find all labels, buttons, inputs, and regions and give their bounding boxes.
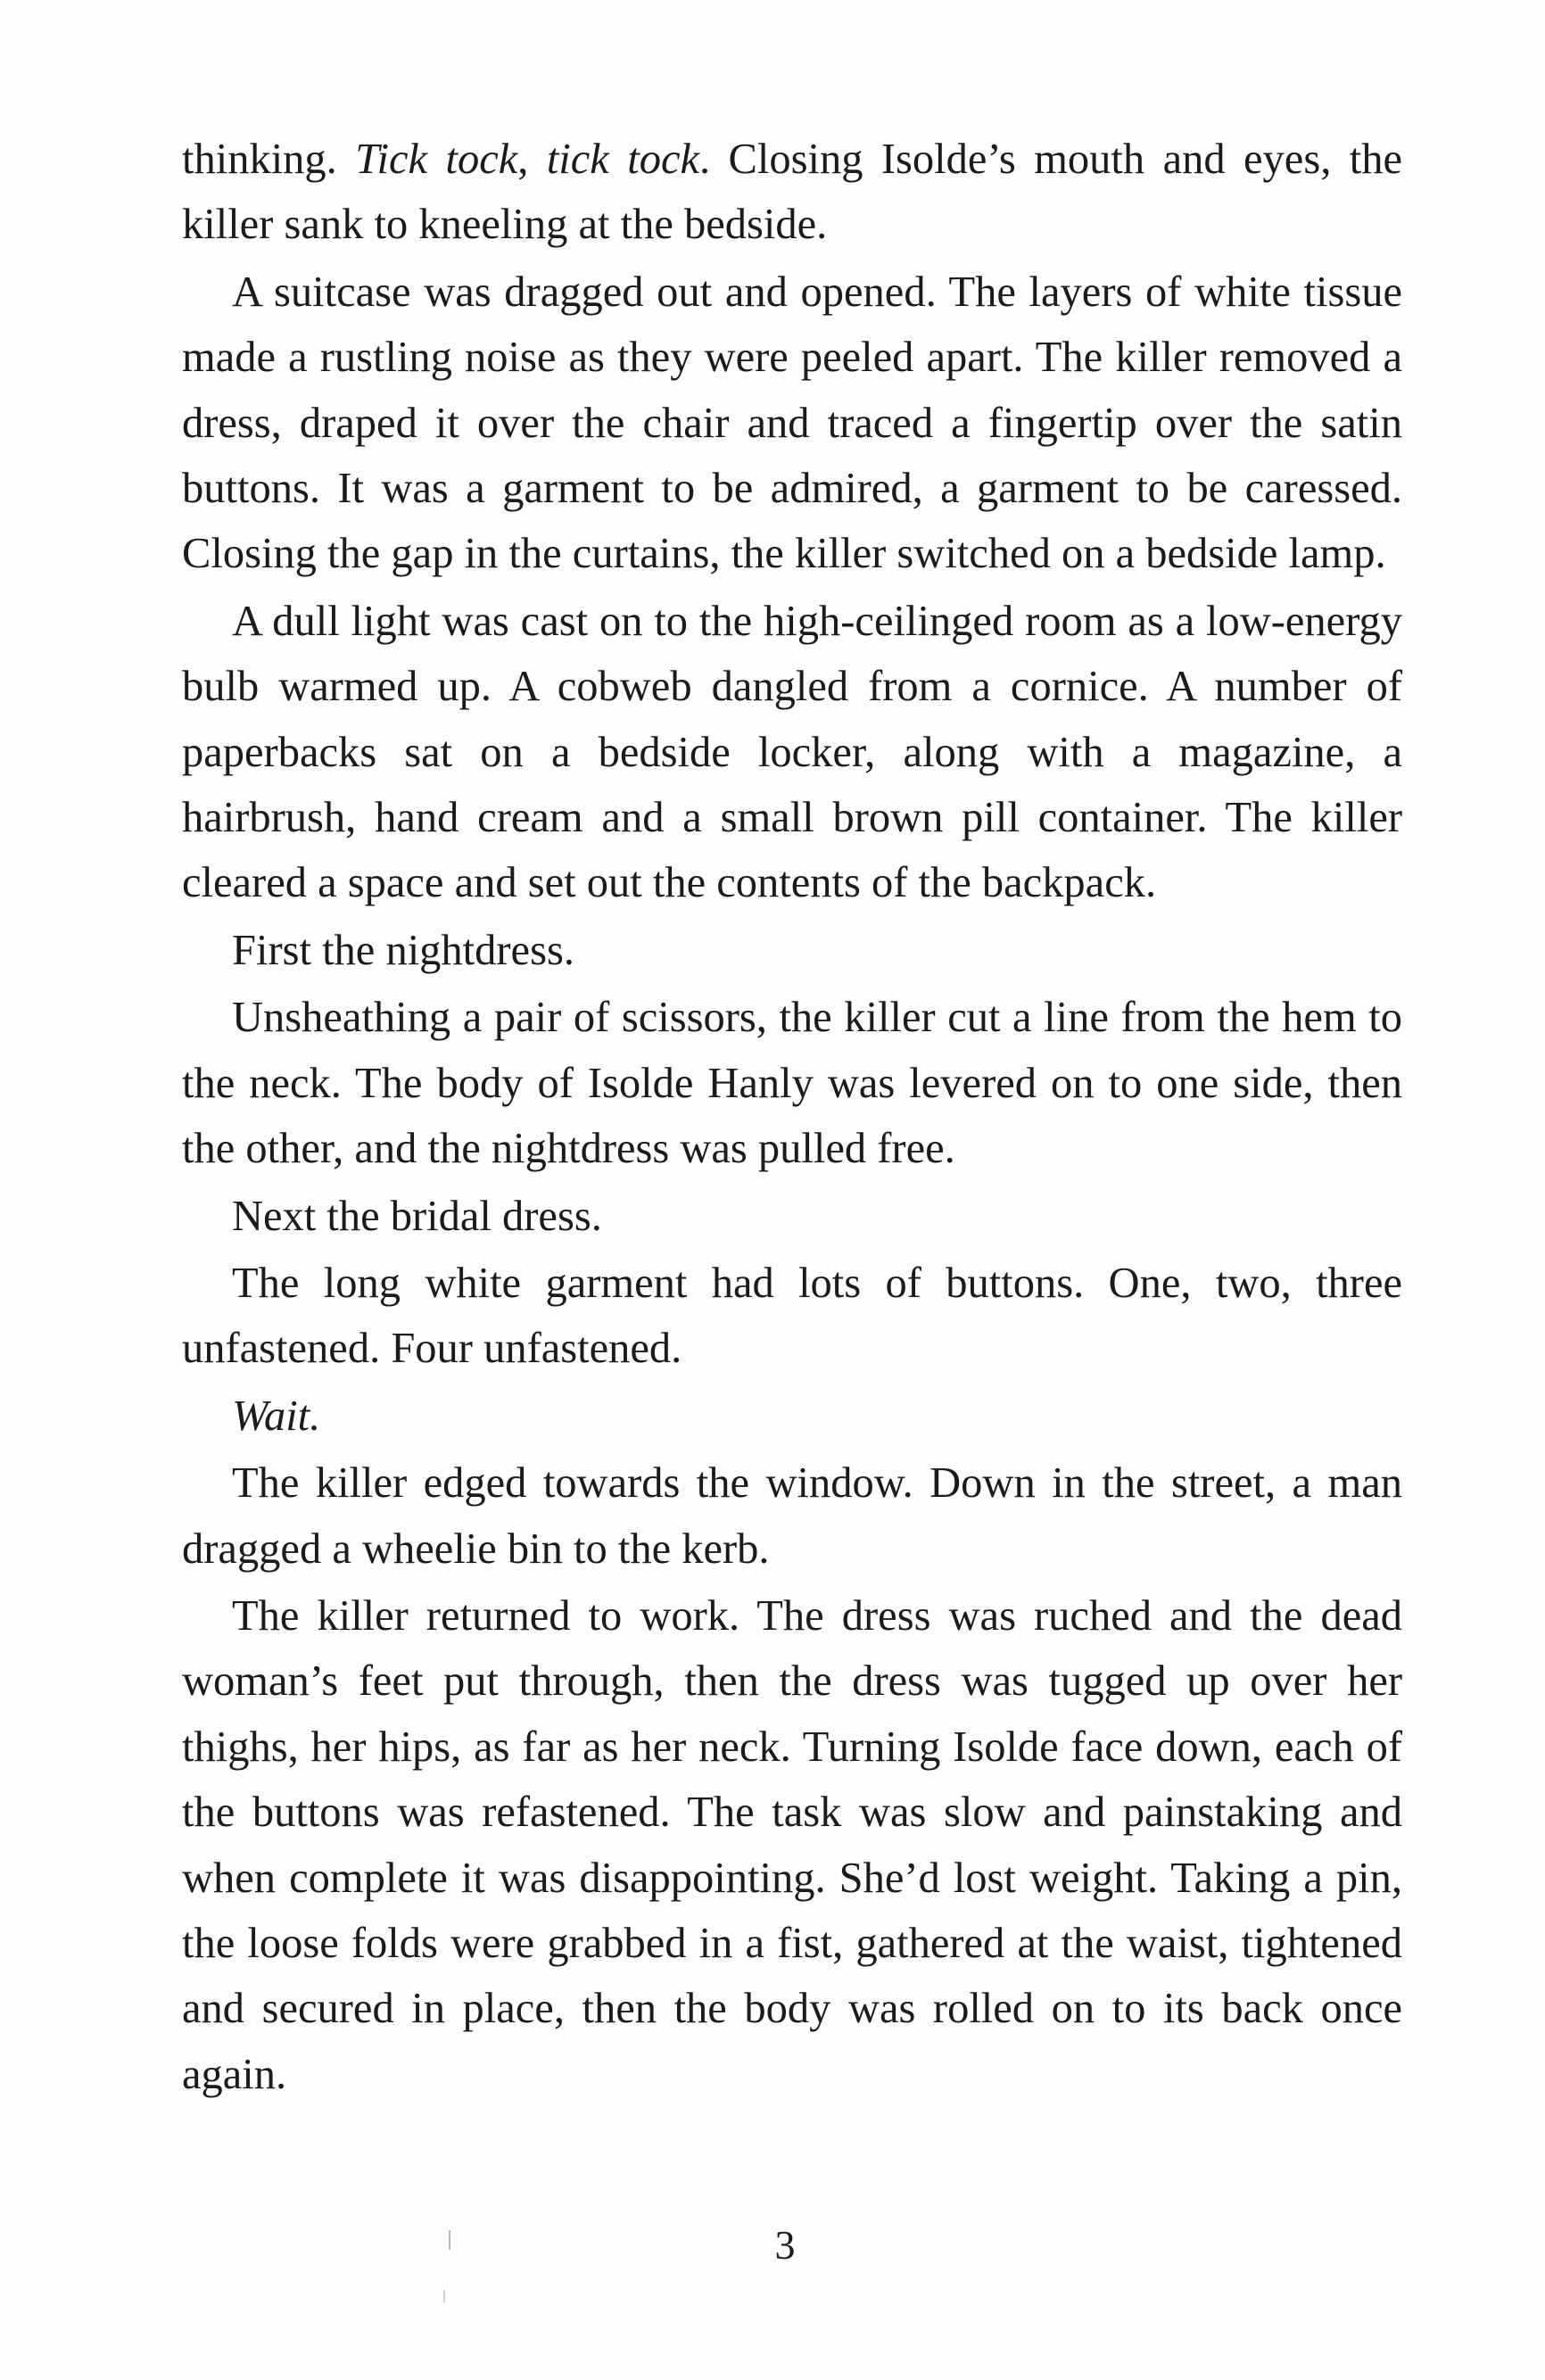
paragraph-text: Next the bridal dress. xyxy=(232,1192,602,1240)
paragraph-text: A dull light was cast on to the high-ceilinged room as a low-energy bulb warmed up. A cobweb dangled from a cornice. A number of paperbacks sat on a bedside locker, along with a magazine, a hairbrush, hand cream and a small brown pill container. The killer cleared a space and set out the contents of the backpack. xyxy=(182,597,1402,907)
paragraph-text: , xyxy=(517,136,547,183)
paragraph xyxy=(182,918,1402,983)
italic-text: tick tock xyxy=(546,136,700,183)
paragraph-text: . Closing Isolde’s mouth and eyes, the killer sank to kneeling at the bedside. xyxy=(182,136,1402,249)
page-number: 3 xyxy=(774,2222,796,2268)
paragraph xyxy=(182,127,1402,258)
paragraph-text: First the nightdress. xyxy=(232,926,574,974)
paragraph xyxy=(182,985,1402,1181)
paragraph-text: The killer returned to work. The dress was ruched and the dead woman’s feet put through, then the dress was tugged up over her thighs, her hips, as far as her neck. Turning Isolde face down, each of the buttons was refastened. The task was slow and painstaking and when complete it was disappointing. She’d lost weight. Taking a pin, the loose folds were grabbed in a fist, gathered at the waist, tightened and secured in place, then the body was rolled on to its back once again. xyxy=(182,1591,1402,2098)
paragraph-text: A suitcase was dragged out and opened. The layers of white tissue made a rustling noise as they were peeled apart. The killer removed a dress, draped it over the chair and traced a fingertip over the satin buttons. It was a garment to be admired, a garment to be caressed. Closing the gap in the curtains, the killer switched on a bedside lamp. xyxy=(182,268,1402,578)
paragraph-text: The long white garment had lots of buttons. One, two, three unfastened. Four unfastened. xyxy=(182,1259,1402,1373)
paragraph xyxy=(182,1583,1402,2107)
paragraph xyxy=(182,260,1402,587)
paragraph xyxy=(182,1450,1402,1582)
paragraph-text: thinking. xyxy=(182,136,356,183)
scan-artifact-mark xyxy=(443,2290,445,2302)
paragraph xyxy=(182,1184,1402,1249)
paragraph-text: Unsheathing a pair of scissors, the killer cut a line from the hem to the neck. The body of Isolde Hanly was levered on to one side, then the other, and the nightdress was pulled free. xyxy=(182,994,1402,1173)
paragraph xyxy=(182,1251,1402,1382)
paragraph xyxy=(182,589,1402,916)
italic-text: Tick tock xyxy=(355,136,518,183)
paragraph xyxy=(182,1384,1402,1449)
body-text xyxy=(182,127,1402,2109)
italic-text: Wait. xyxy=(232,1392,321,1440)
scan-artifact-mark xyxy=(449,2230,450,2250)
paragraph-text: The killer edged towards the window. Down in the street, a man dragged a wheelie bin to the kerb. xyxy=(182,1459,1402,1573)
